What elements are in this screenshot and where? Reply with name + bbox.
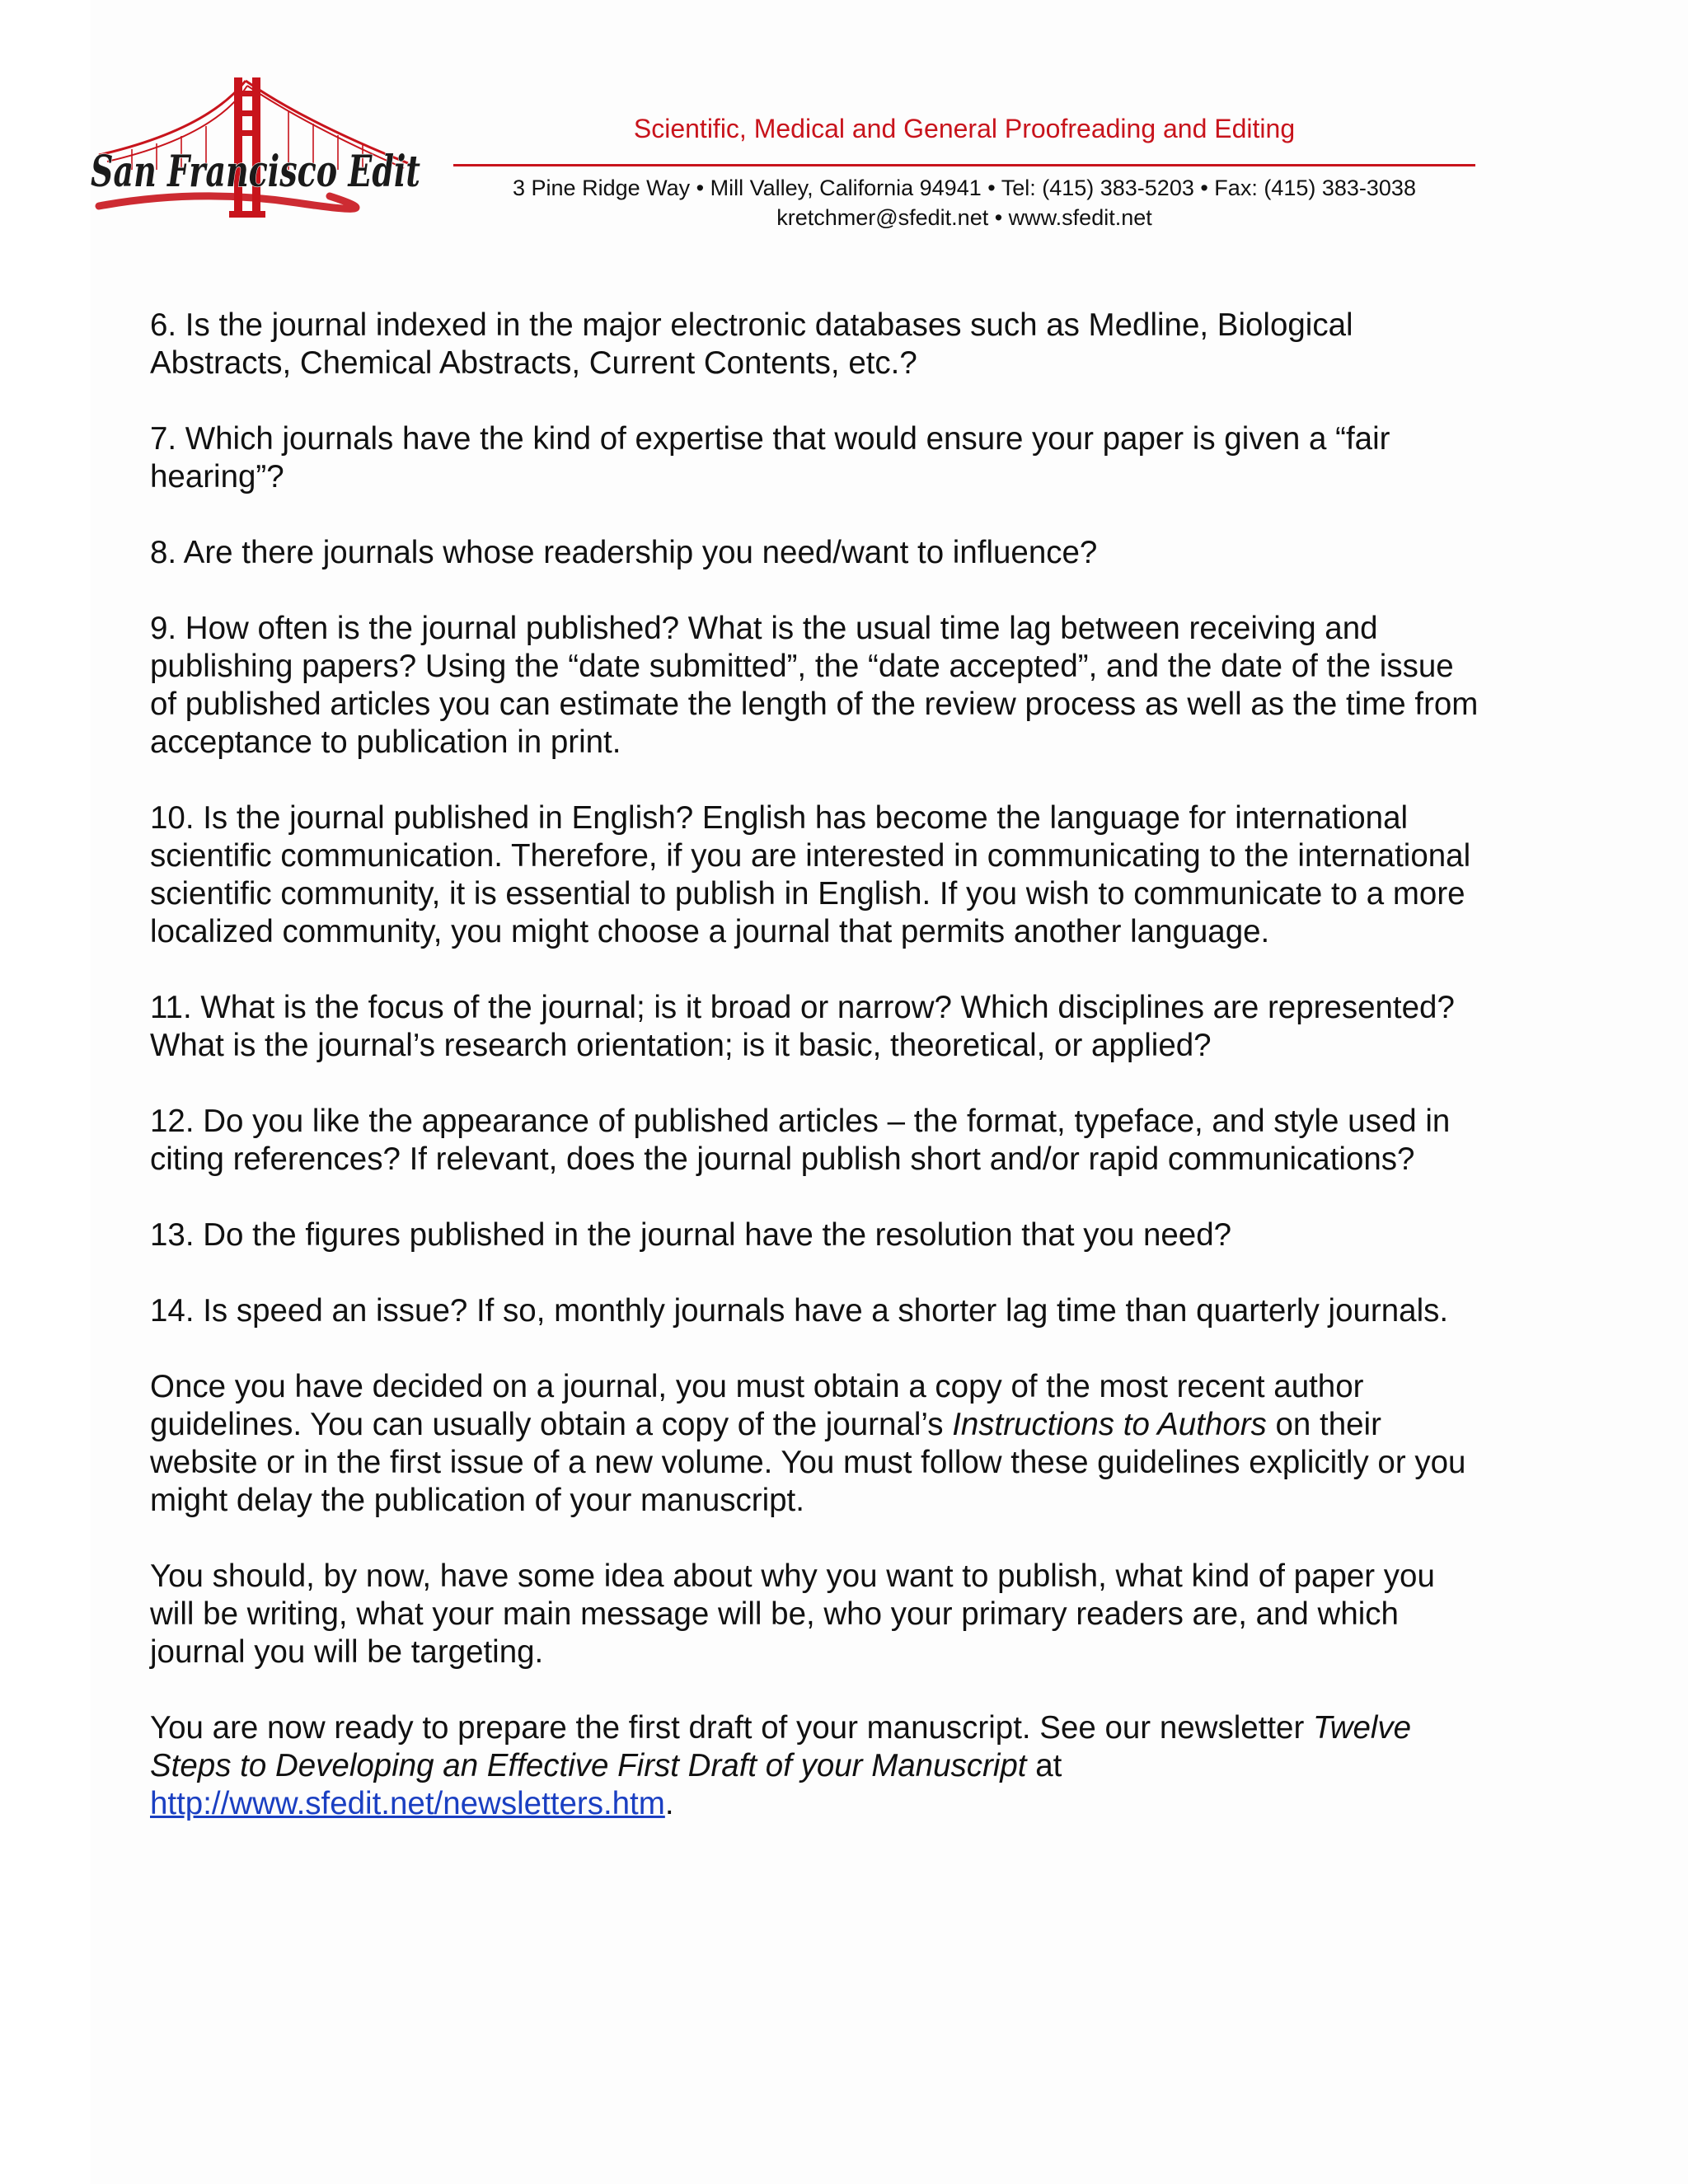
guidelines-text-end: on their website or in the first issue of a new volume. You must follow these guidelines explicitly or you might delay the publication of your manuscript.: [150, 1407, 1466, 1518]
question-8: 8. Are there journals whose readership you need/want to influence?: [150, 535, 1098, 570]
contact-email-line: kretchmer@sfedit.net • www.sfedit.net: [776, 205, 1152, 230]
question-9: 9. How often is the journal published? What is the usual time lag between receiving and publishing papers? Using the “date submitted”, the “date accepted”, and the date of the issue of published articles you can estimate the length of the review process as well as the time from acceptance to publication in print.: [150, 611, 1479, 760]
newsletters-link[interactable]: http://www.sfedit.net/newsletters.htm: [150, 1786, 665, 1821]
next-steps-text-middle: at: [1026, 1748, 1062, 1783]
question-7: 7. Which journals have the kind of expertise that would ensure your paper is given a “fair hearing”?: [150, 421, 1390, 494]
question-11: 11. What is the focus of the journal; is it broad or narrow? Which disciplines are represented? What is the journal’s research orientation; is it basic, theoretical, or applied?: [150, 990, 1455, 1063]
question-13: 13. Do the figures published in the journal have the resolution that you need?: [150, 1217, 1232, 1253]
header-divider: [453, 164, 1475, 166]
question-12: 12. Do you like the appearance of published articles – the format, typeface, and style used in citing references? If relevant, does the journal publish short and/or rapid communications?: [150, 1104, 1451, 1177]
question-10: 10. Is the journal published in English? English has become the language for international scientific communication. Therefore, if you are interested in communicating to the international scientific community, it is essential to publish in English. If you wish to communicate to a more localized community, you might choose a journal that permits another language.: [150, 800, 1471, 949]
question-6: 6. Is the journal indexed in the major electronic databases such as Medline, Biological Abstracts, Chemical Abstracts, Current Contents, etc.?: [150, 307, 1353, 381]
guidelines-paragraph: [150, 1368, 1485, 1520]
next-steps-paragraph: [150, 1709, 1485, 1823]
question-14: 14. Is speed an issue? If so, monthly journals have a shorter lag time than quarterly journals.: [150, 1293, 1449, 1329]
guidelines-text-start: Once you have decided on a journal, you must obtain a copy of the most recent author guidelines. You can usually obtain a copy of the journal’s: [150, 1369, 1364, 1442]
summary-paragraph: You should, by now, have some idea about why you want to publish, what kind of paper you will be writing, what your main message will be, who your primary readers are, and which journal you will be targeting.: [150, 1558, 1435, 1670]
logo-wordmark: San Francisco Edit: [91, 147, 420, 197]
next-steps-text-end: .: [664, 1786, 674, 1821]
contact-address-line: 3 Pine Ridge Way • Mill Valley, California 94941 • Tel: (415) 383-5203 • Fax: (415) 383-3038: [513, 176, 1416, 200]
instructions-to-authors-title: Instructions to Authors: [952, 1407, 1267, 1442]
company-tagline: Scientific, Medical and General Proofreading and Editing: [633, 114, 1296, 143]
san-francisco-edit-logo: [82, 73, 429, 221]
document-body: [150, 307, 1485, 1823]
newsletter-title: Twelve Steps to Developing an Effective First Draft of your Manuscript: [150, 1710, 1412, 1783]
next-steps-text-start: You are now ready to prepare the first draft of your manuscript. See our newsletter: [150, 1710, 1313, 1746]
